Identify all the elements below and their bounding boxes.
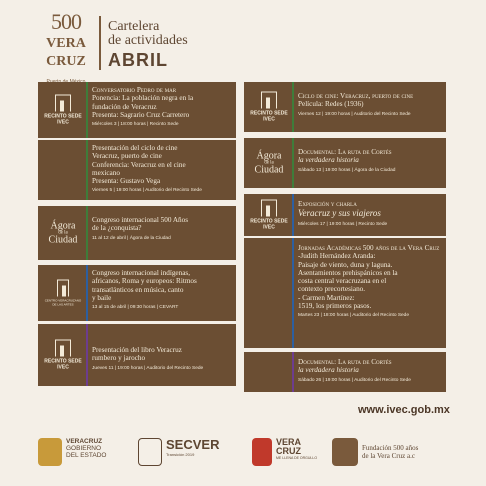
event-meta: Sábado 26 | 19:00 horas | Auditorio del Recinto Sede — [298, 377, 411, 383]
accent-stripe — [292, 82, 294, 132]
event-line: Congreso internacional indígenas, — [92, 269, 191, 277]
event-card-10[interactable] — [244, 352, 446, 392]
month-title: ABRIL — [108, 50, 168, 70]
event-card-3[interactable] — [38, 206, 236, 260]
accent-stripe — [292, 352, 294, 392]
event-card-7[interactable] — [244, 138, 446, 188]
event-line: de la ¿conquista? — [92, 224, 142, 233]
vera-cruz-orgullo-logo: VERA CRUZ ME LLENA DE ORGULLO — [276, 437, 318, 460]
secver-emblem-icon — [138, 438, 162, 466]
fundacion-500-logo: Fundación 500 años de la Vera Cruz a.c — [362, 444, 419, 460]
event-meta: Viernes 12 | 19:00 horas | Auditorio del Recinto Sede — [298, 111, 411, 117]
event-meta: 11 al 12 de abril | Ágora de la Ciudad — [92, 235, 171, 241]
event-line: Veracruz, puerto de cine — [92, 152, 162, 161]
event-line: Conferencia: Veracruz en el cine — [92, 160, 186, 169]
event-line: Presentación del libro Veracruz — [92, 346, 182, 354]
event-line: -Judith Hernández Aranda: — [298, 252, 376, 261]
event-meta: Sábado 13 | 19:00 horas | Ágora de la Ciudad — [298, 167, 396, 173]
blank-icon-area — [244, 238, 294, 348]
event-label: Ciclo de cine: Veracruz, puerto de cine — [298, 92, 414, 100]
logo-name-2: CRUZ — [46, 54, 86, 69]
event-label: Documental: La ruta de Cortés — [298, 358, 392, 366]
blank-icon-area — [244, 352, 294, 392]
event-label: Jornadas Académicas 500 años de la Vera Cruz — [298, 244, 440, 252]
event-line: mexicano — [92, 168, 120, 177]
accent-stripe — [292, 138, 294, 188]
event-line: Paisaje de viento, duna y laguna. — [298, 260, 393, 269]
event-card-8[interactable] — [244, 194, 446, 236]
veracruz-coat-of-arms-icon — [38, 438, 62, 466]
gobierno-veracruz-logo: VERACRUZ GOBIERNO DEL ESTADO — [66, 438, 107, 459]
event-line: costa central veracruzana en el — [298, 277, 387, 286]
website-link[interactable]: www.ivec.gob.mx — [358, 404, 450, 416]
event-meta: Miércoles 3 | 18:00 horas | Recinto Sede — [92, 122, 179, 128]
event-line: rumbero y jarocho — [92, 354, 146, 363]
recinto-sede-ivec-icon: RECINTO SEDE IVEC — [244, 194, 294, 236]
event-line: contexto precortesiano. — [298, 285, 366, 294]
header-divider — [99, 16, 101, 70]
event-line: - Carmen Martínez: — [298, 293, 355, 302]
event-card-6[interactable] — [244, 82, 446, 132]
event-label: Exposición y charla — [298, 200, 357, 208]
header-title — [108, 20, 188, 48]
event-line: Presentación del ciclo de cine — [92, 144, 178, 152]
event-line: Ponencia: La población negra en la — [92, 94, 194, 103]
event-line: Presenta: Gustavo Vega — [92, 177, 161, 186]
event-card-5[interactable] — [38, 324, 236, 386]
vera-cruz-500-logo — [38, 9, 94, 74]
accent-stripe — [86, 324, 88, 386]
title-line-2: de actividades — [108, 33, 188, 48]
event-line: 1519, los primeros pasos. — [298, 302, 372, 311]
event-card-4[interactable] — [38, 265, 236, 321]
secver-logo: SECVER Transición 2019 — [166, 437, 220, 457]
cevart-icon: CENTRO VERACRUZANO DE LAS ARTES — [38, 265, 88, 321]
event-label: Documental: La ruta de Cortés — [298, 148, 392, 156]
event-line: la verdadera historia — [298, 156, 359, 165]
event-meta: Martes 23 | 18:00 horas | Auditorio del Recinto Sede — [298, 313, 410, 319]
event-label: Conversatorio Pedro de mar — [92, 86, 177, 94]
recinto-sede-ivec-icon: RECINTO SEDE IVEC — [244, 82, 294, 132]
header — [38, 9, 458, 80]
event-line: africanos, Roma y europeos: Ritmos — [92, 277, 197, 286]
title-line-1: Cartelera — [108, 19, 160, 34]
accent-stripe — [86, 82, 88, 138]
event-meta: Jueves 11 | 19:00 horas | Auditorio del Recinto Sede — [92, 365, 204, 371]
event-line: Asentamientos prehispánicos en la — [298, 268, 398, 277]
event-line: Presenta: Sagrario Cruz Carretero — [92, 110, 190, 119]
recinto-sede-ivec-icon: RECINTO SEDE IVEC — [38, 324, 88, 386]
blank-icon-area — [38, 140, 88, 200]
accent-stripe — [292, 194, 294, 236]
event-line: Película: Redes (1936) — [298, 100, 364, 109]
event-line: transatlánticos en música, canto — [92, 285, 184, 294]
event-line: la verdadera historia — [298, 366, 359, 375]
fundacion-500-seal-icon — [332, 438, 358, 466]
event-line: fundación de Veracruz — [92, 102, 157, 111]
recinto-sede-ivec-icon: RECINTO SEDE IVEC — [38, 82, 88, 138]
event-meta: Miércoles 17 | 19:00 horas | Recinto Sede — [298, 221, 388, 227]
accent-stripe — [292, 238, 294, 348]
event-line: Congreso internacional 500 Años — [92, 216, 189, 224]
event-meta: Viernes 5 | 19:00 horas | Auditorio del Recinto Sede — [92, 188, 202, 194]
event-card-9[interactable] — [244, 238, 446, 348]
event-line: Veracruz y sus viajeros — [298, 208, 381, 219]
event-card-1[interactable] — [38, 82, 236, 138]
logo-number: 500 — [51, 9, 81, 34]
vera-cruz-flower-icon — [252, 438, 272, 466]
accent-stripe — [86, 140, 88, 200]
event-meta: 13 al 15 de abril | 09:30 horas | CEVART — [92, 305, 179, 311]
event-card-2[interactable] — [38, 140, 236, 200]
agora-icon: Ágora de la Ciudad — [48, 220, 78, 246]
event-line: y baile — [92, 293, 112, 302]
accent-stripe — [86, 206, 88, 260]
accent-stripe — [86, 265, 88, 321]
agora-icon: Ágora de la Ciudad — [254, 150, 284, 176]
logo-name-1: VERA — [46, 36, 86, 51]
